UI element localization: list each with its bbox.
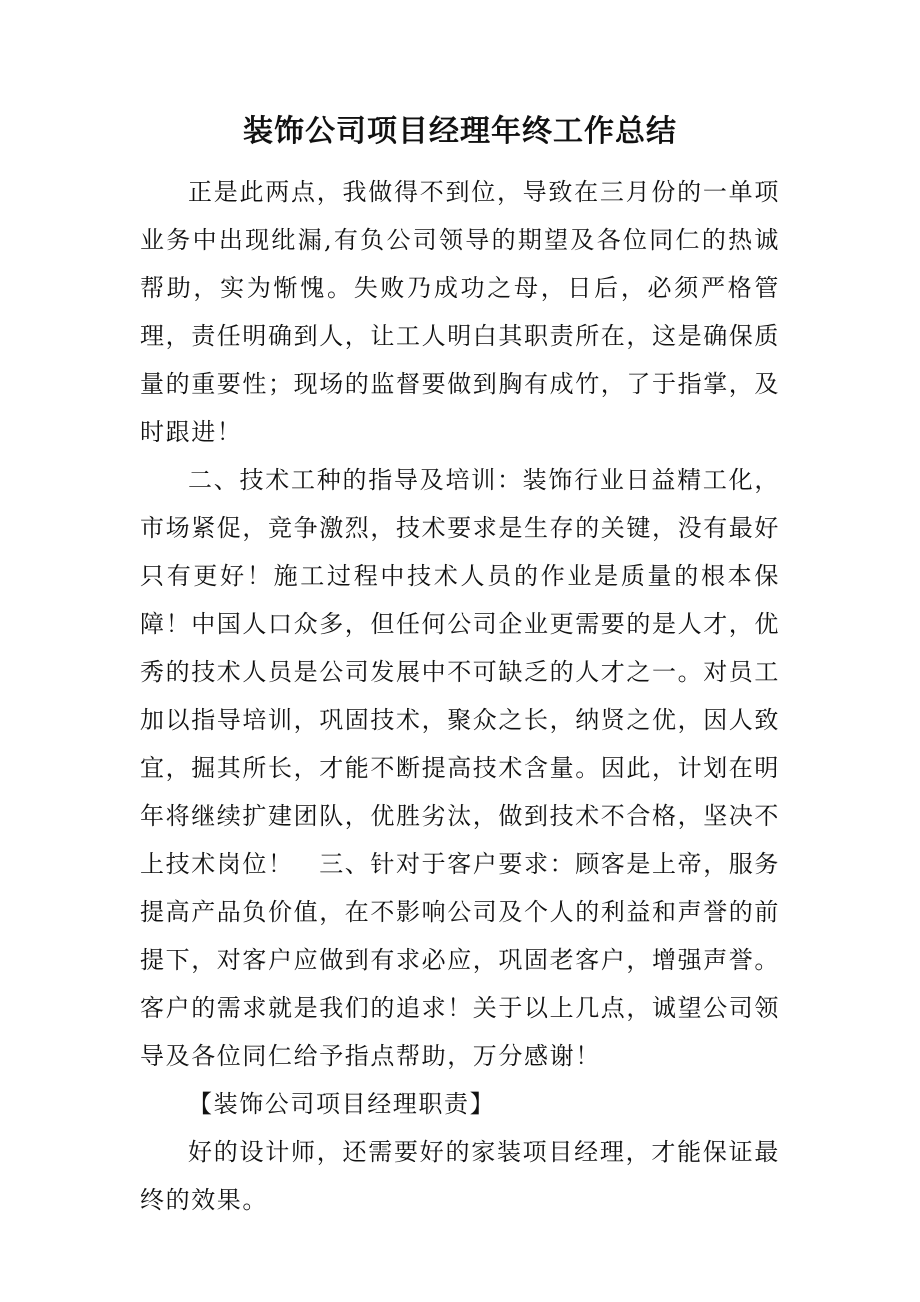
section-heading-duties: 【装饰公司项目经理职责】 <box>188 1090 496 1118</box>
document-body <box>140 168 780 1224</box>
paragraph-technical-training: 二、技术工种的指导及培训：装饰行业日益精工化，市场紧促，竞争激烈，技术要求是生存的关键，没有最好只有更好！施工过程中技术人员的作业是质量的根本保障！中国人口众多，但任何公司企业更需要的是人才，优秀的技术人员是公司发展中不可缺乏的人才之一。对员工加以指导培训，巩固技术，聚众之长，纳贤之优，因人致宜，掘其所长，才能不断提高技术含量。因此，计划在明年将继续扩建团队，优胜劣汰，做到技术不合格，坚决不上技术岗位！ 三、针对于客户要求：顾客是上帝，服务提高产品负价值，在不影响公司及个人的利益和声誉的前提下，对客户应做到有求必应，巩固老客户，增强声誉。客户的需求就是我们的追求！关于以上几点，诚望公司领导及各位同仁给予指点帮助，万分感谢！ <box>140 466 780 1070</box>
document-title: 装饰公司项目经理年终工作总结 <box>243 114 677 149</box>
paragraph-designer-manager: 好的设计师，还需要好的家装项目经理，才能保证最终的效果。 <box>140 1138 780 1214</box>
paragraph-quality-management: 正是此两点，我做得不到位，导致在三月份的一单项业务中出现纰漏,有负公司领导的期望及各位同仁的热诚帮助，实为惭愧。失败乃成功之母，日后，必须严格管理，责任明确到人，让工人明白其职责所在，这是确保质量的重要性；现场的监督要做到胸有成竹，了于指掌，及时跟进！ <box>140 178 780 446</box>
